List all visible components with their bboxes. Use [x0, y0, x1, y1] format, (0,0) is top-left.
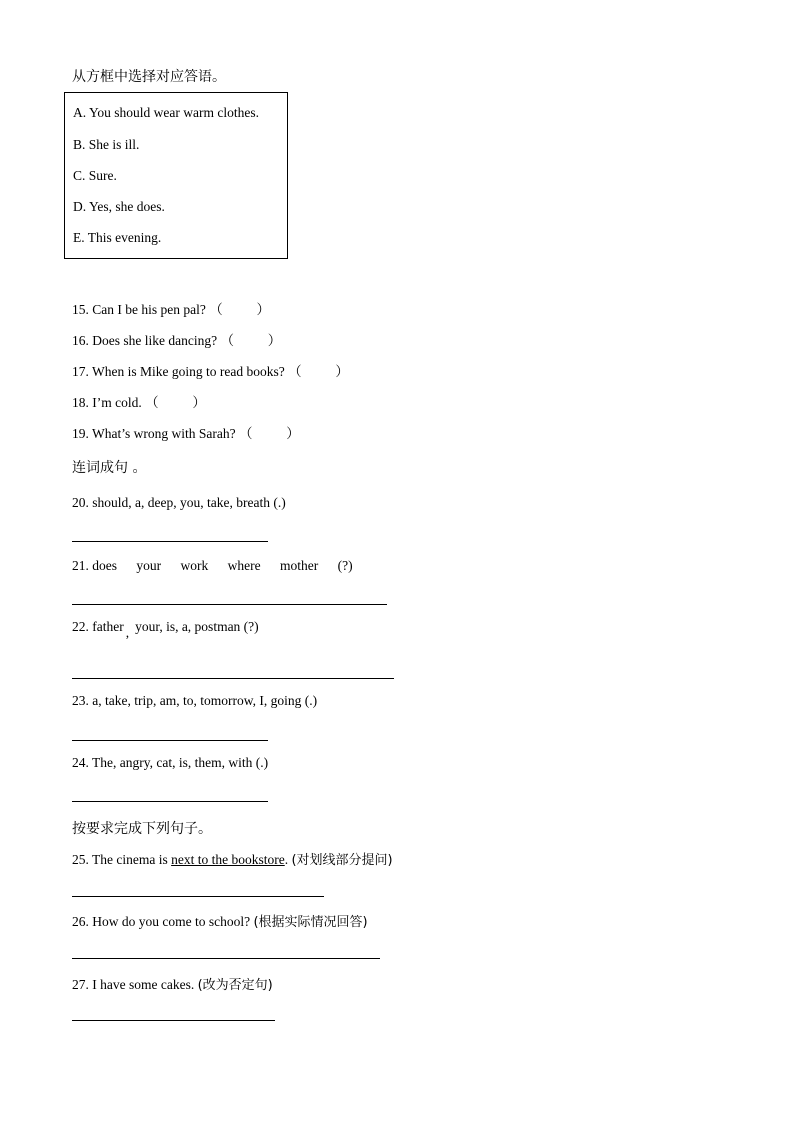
question-20: 20. should, a, deep, you, take, breath (.): [72, 495, 286, 510]
question-21-num: 21.: [72, 558, 89, 573]
question-24: 24. The, angry, cat, is, them, with (.): [72, 755, 269, 770]
section-title-transform: 按要求完成下列句子。: [72, 821, 212, 837]
word-work: work: [180, 558, 209, 573]
question-22: [72, 619, 259, 640]
question-18-text: 18. I’m cold.: [72, 395, 142, 410]
question-27-text: 27. I have some cakes.: [72, 977, 198, 992]
option-c: C. Sure.: [73, 168, 117, 183]
question-26: [72, 911, 368, 930]
question-21: [72, 558, 353, 574]
answer-line-23[interactable]: [72, 740, 268, 741]
question-16: [72, 329, 281, 349]
question-17: [72, 360, 349, 380]
underlined-phrase: next to the bookstore: [171, 852, 285, 867]
answer-line-24[interactable]: [72, 801, 268, 802]
question-15: [72, 298, 270, 318]
question-22-comma: ,: [125, 625, 130, 640]
option-d: D. Yes, she does.: [73, 199, 165, 214]
question-16-text: 16. Does she like dancing?: [72, 333, 218, 348]
answer-blank-18[interactable]: （ ）: [145, 395, 206, 410]
section-title-matching: 从方框中选择对应答语。: [72, 69, 226, 85]
question-25: [72, 849, 393, 868]
answer-line-26[interactable]: [72, 958, 380, 959]
options-box: [64, 92, 288, 259]
question-25-instruction: (对划线部分提问): [291, 853, 393, 868]
question-25-text: 25. The cinema is: [72, 852, 172, 867]
answer-line-21[interactable]: [72, 604, 387, 605]
question-22-part-a: 22. father: [72, 619, 124, 634]
question-26-instruction: (根据实际情况回答): [253, 915, 368, 930]
question-26-text: 26. How do you come to school?: [72, 914, 254, 929]
word-where: where: [227, 558, 261, 573]
question-18: [72, 391, 206, 411]
answer-blank-15[interactable]: （ ）: [209, 302, 270, 317]
question-25-period: .: [284, 852, 292, 867]
answer-line-25[interactable]: [72, 896, 324, 897]
question-15-text: 15. Can I be his pen pal?: [72, 302, 206, 317]
option-b: B. She is ill.: [73, 137, 140, 152]
question-27: [72, 974, 273, 993]
answer-blank-16[interactable]: （ ）: [220, 333, 282, 348]
question-17-text: 17. When is Mike going to read books?: [72, 364, 285, 379]
word-question-mark: (?): [337, 558, 353, 573]
word-does: does: [92, 558, 117, 573]
question-23: 23. a, take, trip, am, to, tomorrow, I, going (.): [72, 693, 318, 708]
question-19-text: 19. What’s wrong with Sarah?: [72, 426, 236, 441]
section-title-word-order: 连词成句 。: [72, 460, 147, 476]
answer-blank-17[interactable]: （ ）: [288, 364, 349, 379]
answer-line-20[interactable]: [72, 541, 268, 542]
question-19: [72, 422, 300, 442]
answer-line-22[interactable]: [72, 678, 394, 679]
question-22-part-b: your, is, a, postman (?): [135, 619, 259, 634]
question-27-instruction: (改为否定句): [197, 978, 273, 993]
answer-blank-19[interactable]: （ ）: [238, 426, 300, 441]
word-your: your: [136, 558, 162, 573]
option-a: A. You should wear warm clothes.: [73, 105, 259, 120]
answer-line-27[interactable]: [72, 1020, 275, 1021]
word-mother: mother: [279, 558, 319, 573]
option-e: E. This evening.: [73, 230, 162, 245]
